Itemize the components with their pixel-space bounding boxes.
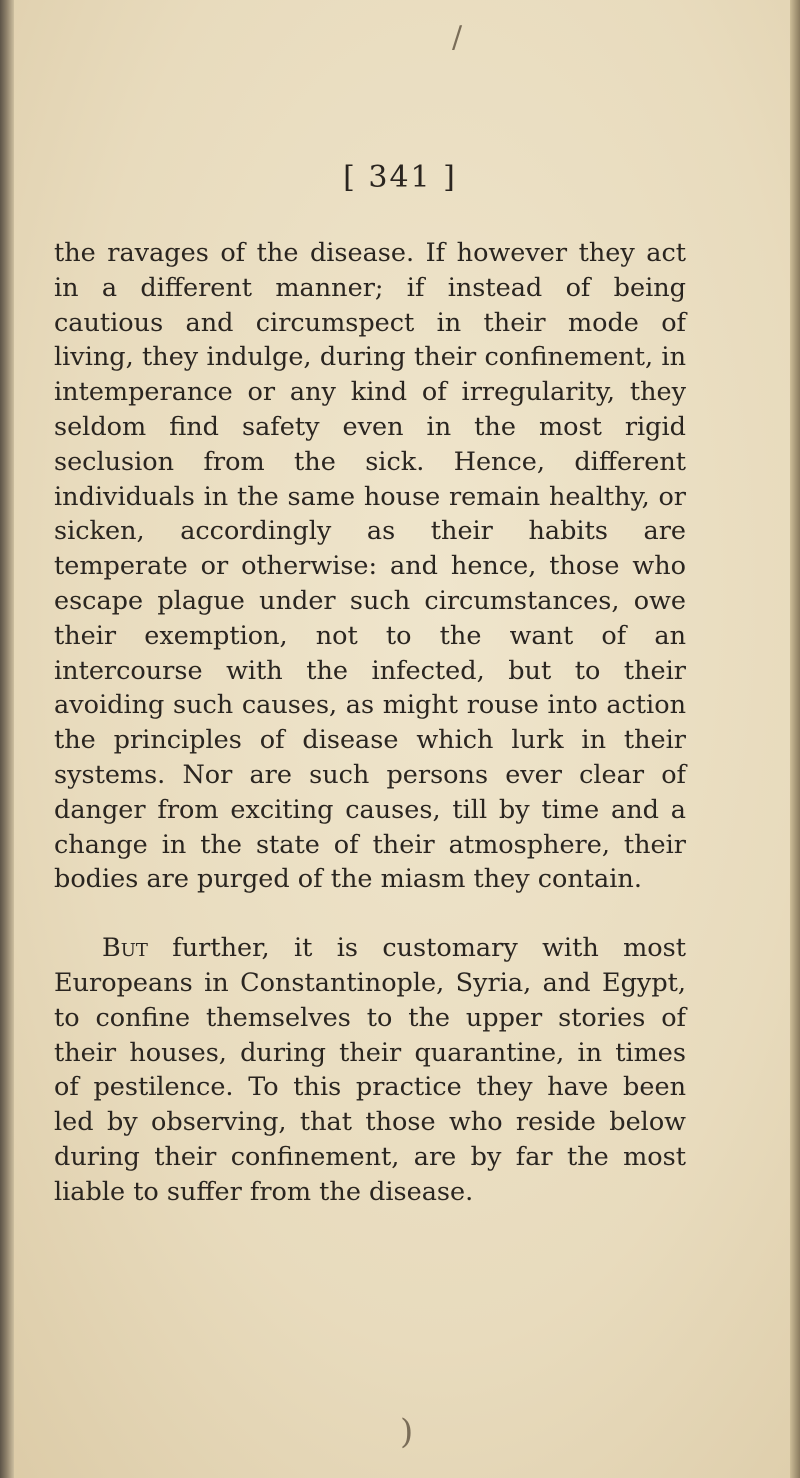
paragraph-2	[54, 931, 686, 1209]
paragraph-2-text: further, it is customary with most Europeans in Constantinople, Syria, and Egypt, to confine themselves to the upper stories of their houses, during their quarantine, in times of pestilence. To this practice they have been led by observing, that those who reside below during their confinement, are by far the most liable to suffer from the disease.	[54, 933, 686, 1207]
page-outer-edge	[790, 0, 800, 1478]
top-pencil-mark: /	[452, 20, 463, 55]
body-text	[54, 236, 686, 1210]
page-binding-edge	[0, 0, 14, 1478]
paragraph-1: the ravages of the disease. If however they act in a different manner; if instead of being cautious and circumspect in their mode of living, they indulge, during their confinement, in intemperance or any kind of irregularity, they seldom find safety even in the most rigid seclusion from the sick. Hence, different individuals in the same house remain healthy, or sicken, accordingly as their habits are temperate or otherwise: and hence, those who escape plague under such circumstances, owe their exemption, not to the want of an intercourse with the infected, but to their avoiding such causes, as might rouse into action the principles of disease which lurk in their systems. Nor are such persons ever clear of danger from exciting causes, till by time and a change in the state of their atmosphere, their bodies are purged of the miasm they contain.	[54, 238, 686, 895]
paragraph-2-lead: But	[102, 933, 148, 964]
bottom-pencil-mark: )	[400, 1412, 414, 1452]
page-number: [ 341 ]	[343, 160, 457, 195]
